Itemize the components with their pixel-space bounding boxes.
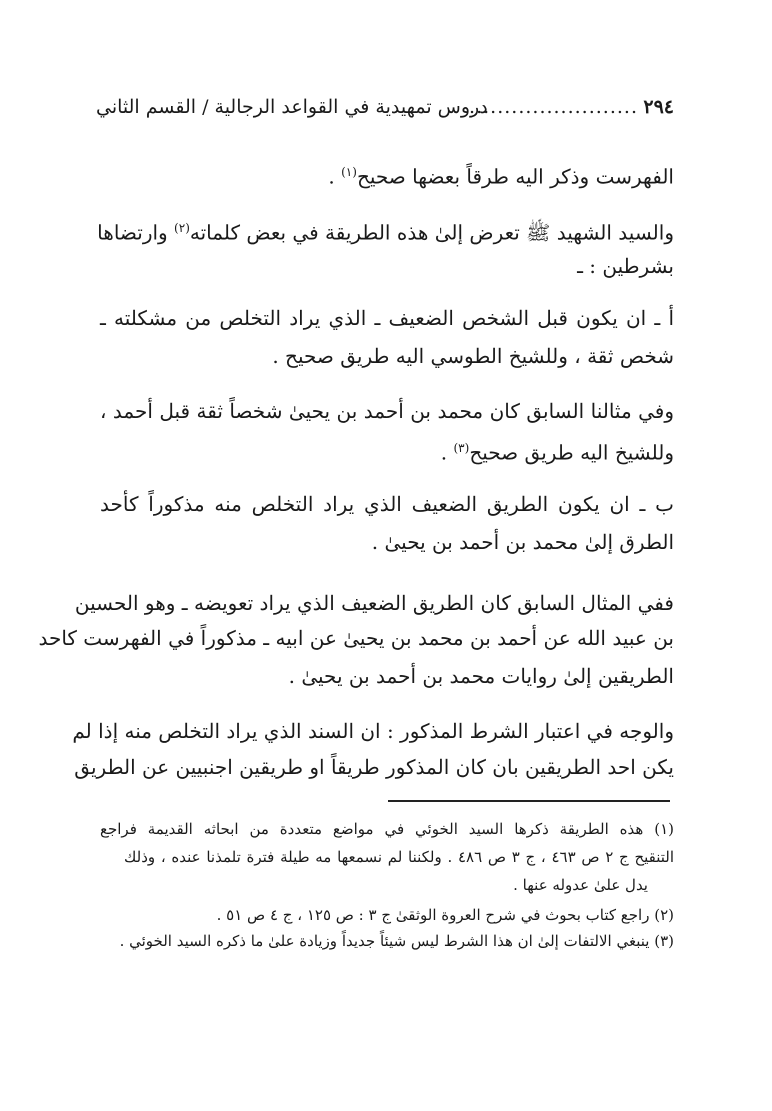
paragraph-6-line-1: ففي المثال السابق كان الطريق الضعيف الذي يراد تعويضه ـ وهو الحسين xyxy=(74,591,674,615)
paragraph-3-line-1: أ ـ ان يكون قبل الشخص الضعيف ـ الذي يراد التخلص من مشكلته ـ xyxy=(100,306,674,330)
paragraph-2-line-2: بشرطين : ـ xyxy=(577,254,674,278)
paragraph-2-text-a: والسيد الشهيد ﷺ تعرض إلىٰ هذه الطريقة في بعض كلماته xyxy=(189,220,674,245)
footnote-divider xyxy=(388,800,670,802)
paragraph-4-line-1: وفي مثالنا السابق كان محمد بن أحمد بن يحيىٰ شخصاً ثقة قبل أحمد ، xyxy=(100,399,674,423)
footnote-2: (٢) راجع كتاب بحوث في شرح العروة الوثقىٰ ج ٣ : ص ١٢٥ ، ج ٤ ص ٥١ . xyxy=(216,906,674,924)
running-title: دروس تمهيدية في القواعد الرجالية / القسم الثاني xyxy=(96,96,488,118)
paragraph-1-line-1 xyxy=(328,158,674,191)
paragraph-3-line-2: شخص ثقة ، وللشيخ الطوسي اليه طريق صحيح . xyxy=(272,344,674,368)
footnote-ref-2: (٢) xyxy=(174,221,190,235)
paragraph-2-line-1 xyxy=(97,214,674,247)
paragraph-4-line-2 xyxy=(441,434,674,467)
footnote-ref-3: (٣) xyxy=(453,441,470,455)
paragraph-5-line-2: الطرق إلىٰ محمد بن أحمد بن يحيىٰ . xyxy=(371,530,674,554)
footnote-1-line-2: التنقيح ج ٢ ص ٤٦٣ ، ج ٣ ص ٤٨٦ . ولكننا لم نسمعها مه طيلة فترة تلمذنا عنده ، وذلك xyxy=(124,848,675,866)
paragraph-7-line-2: يكن احد الطريقين بان كان المذكور طريقاً او طريقين اجنبيين عن الطريق xyxy=(74,755,674,779)
footnote-1-line-1: (١) هذه الطريقة ذكرها السيد الخوئي في مواضع متعددة من ابحاثه القديمة فراجع xyxy=(100,820,674,838)
paragraph-1-text: الفهرست وذكر اليه طرقاً بعضها صحيح xyxy=(356,164,674,189)
paragraph-7-line-1: والوجه في اعتبار الشرط المذكور : ان السند الذي يراد التخلص منه إذا لم xyxy=(72,719,674,743)
page-number: ٢٩٤ xyxy=(643,96,674,118)
footnote-1-line-3: يدل علىٰ عدوله عنها . xyxy=(513,876,648,894)
page-header xyxy=(96,96,674,130)
paragraph-6-line-3: الطريقين إلىٰ روايات محمد بن أحمد بن يحيىٰ . xyxy=(288,664,674,688)
paragraph-1-end: . xyxy=(328,164,342,189)
footnote-3: (٣) ينبغي الالتفات إلىٰ ان هذا الشرط ليس شيئاً جديداً وزيادة علىٰ ما ذكره السيد الخوئي . xyxy=(119,932,674,950)
paragraph-5-line-1: ب ـ ان يكون الطريق الضعيف الذي يراد التخلص منه مذكوراً كأحد xyxy=(100,492,674,516)
paragraph-6-line-2: بن عبيد الله عن أحمد بن محمد بن يحيىٰ عن ابيه ـ مذكوراً في الفهرست كاحد xyxy=(38,626,674,650)
footnote-ref-1: (١) xyxy=(341,165,357,179)
paragraph-2-text-b: وارتضاها xyxy=(97,220,175,245)
paragraph-4-text: وللشيخ اليه طريق صحيح xyxy=(469,440,674,465)
paragraph-4-end: . xyxy=(440,440,454,465)
header-leader-dots: ........................ xyxy=(469,96,638,118)
